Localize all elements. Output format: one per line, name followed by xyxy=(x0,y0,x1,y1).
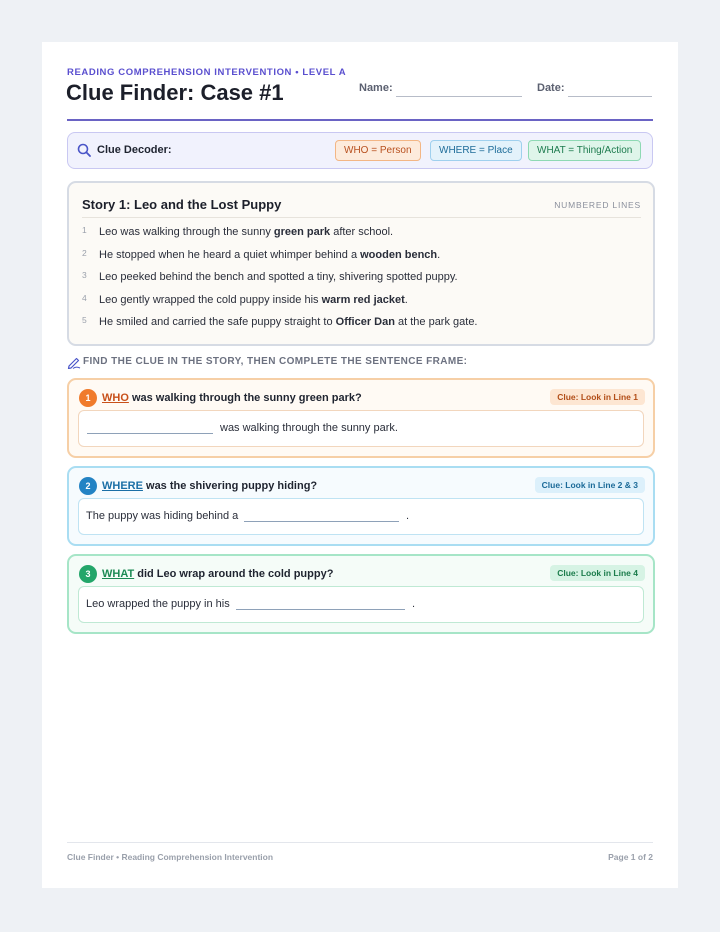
who-badge: WHO = Person xyxy=(335,140,421,161)
question-prompt: did Leo wrap around the cold puppy? xyxy=(134,568,334,580)
answer-blank[interactable] xyxy=(244,521,399,522)
sentence-frame xyxy=(78,586,644,623)
frame-text-after: . xyxy=(412,598,416,610)
line-text: Leo peeked behind the bench and spotted a tiny, shivering spotted puppy. xyxy=(99,271,458,283)
name-label: Name: xyxy=(359,82,393,94)
sentence-frame xyxy=(78,498,644,535)
line-text: He stopped when he heard a quiet whimper behind a xyxy=(99,249,361,261)
line-keyword: wooden bench xyxy=(360,249,438,261)
line-keyword: green park xyxy=(273,226,331,238)
line-number: 2 xyxy=(82,248,87,258)
clue-hint: Clue: Look in Line 2 & 3 xyxy=(535,477,645,493)
question-card-where xyxy=(67,466,655,546)
footer-title: Clue Finder • Reading Comprehension Intervention xyxy=(67,852,274,862)
footer-divider xyxy=(67,842,653,843)
line-number: 1 xyxy=(82,225,87,235)
date-field[interactable] xyxy=(568,96,652,97)
pencil-icon xyxy=(67,356,81,369)
story-line xyxy=(82,315,478,328)
story-box xyxy=(67,181,655,346)
name-field[interactable] xyxy=(396,96,522,97)
decoder-label: Clue Decoder: xyxy=(97,144,172,156)
line-number: 3 xyxy=(82,270,87,280)
story-line xyxy=(82,293,408,306)
story-line xyxy=(82,248,440,261)
story-line xyxy=(82,225,393,238)
story-title: Story 1: Leo and the Lost Puppy xyxy=(82,197,282,212)
worksheet-subtitle: READING COMPREHENSION INTERVENTION • LEVEL A xyxy=(67,67,347,78)
line-number: 4 xyxy=(82,293,87,303)
clue-decoder xyxy=(67,132,653,169)
question-number: 3 xyxy=(79,565,97,583)
question-text xyxy=(102,392,362,404)
question-keyword: WHO xyxy=(102,392,129,404)
answer-blank[interactable] xyxy=(236,609,405,610)
question-number: 2 xyxy=(79,477,97,495)
line-keyword: Officer Dan xyxy=(335,316,395,328)
question-text xyxy=(102,568,333,580)
clue-hint: Clue: Look in Line 1 xyxy=(550,389,645,405)
clue-hint: Clue: Look in Line 4 xyxy=(550,565,645,581)
story-divider xyxy=(82,217,641,218)
date-label: Date: xyxy=(537,82,565,94)
question-prompt: was the shivering puppy hiding? xyxy=(142,480,318,492)
line-text: after school. xyxy=(330,226,394,238)
question-keyword: WHERE xyxy=(102,480,143,492)
frame-text-before: Leo wrapped the puppy in his xyxy=(86,598,230,610)
frame-text-after: was walking through the sunny park. xyxy=(220,422,398,434)
answer-blank[interactable] xyxy=(87,433,213,434)
line-keyword: warm red jacket xyxy=(321,294,405,306)
story-line xyxy=(82,270,458,283)
line-text: Leo was walking through the sunny xyxy=(99,226,274,238)
line-text: . xyxy=(437,249,441,261)
page-number: Page 1 of 2 xyxy=(608,852,653,862)
worksheet-title: Clue Finder: Case #1 xyxy=(66,80,284,105)
frame-text-before: The puppy was hiding behind a xyxy=(86,510,239,522)
line-text: . xyxy=(404,294,408,306)
question-text xyxy=(102,480,317,492)
line-number: 5 xyxy=(82,315,87,325)
question-prompt: was walking through the sunny green park? xyxy=(128,392,362,404)
sentence-frame xyxy=(78,410,644,447)
where-badge: WHERE = Place xyxy=(430,140,522,161)
what-badge: WHAT = Thing/Action xyxy=(528,140,641,161)
frame-text-after: . xyxy=(406,510,410,522)
question-number: 1 xyxy=(79,389,97,407)
question-keyword: WHAT xyxy=(102,568,135,580)
instructions-text: FIND THE CLUE IN THE STORY, THEN COMPLETE THE SENTENCE FRAME: xyxy=(83,356,468,367)
line-text: at the park gate. xyxy=(394,316,478,328)
search-icon xyxy=(77,143,91,157)
header-divider xyxy=(67,119,653,121)
question-card-what xyxy=(67,554,655,634)
question-card-who xyxy=(67,378,655,458)
line-text: He smiled and carried the safe puppy straight to xyxy=(99,316,336,328)
worksheet-page xyxy=(42,42,678,888)
story-tag: NUMBERED LINES xyxy=(554,200,641,210)
line-text: Leo gently wrapped the cold puppy inside his xyxy=(99,294,322,306)
